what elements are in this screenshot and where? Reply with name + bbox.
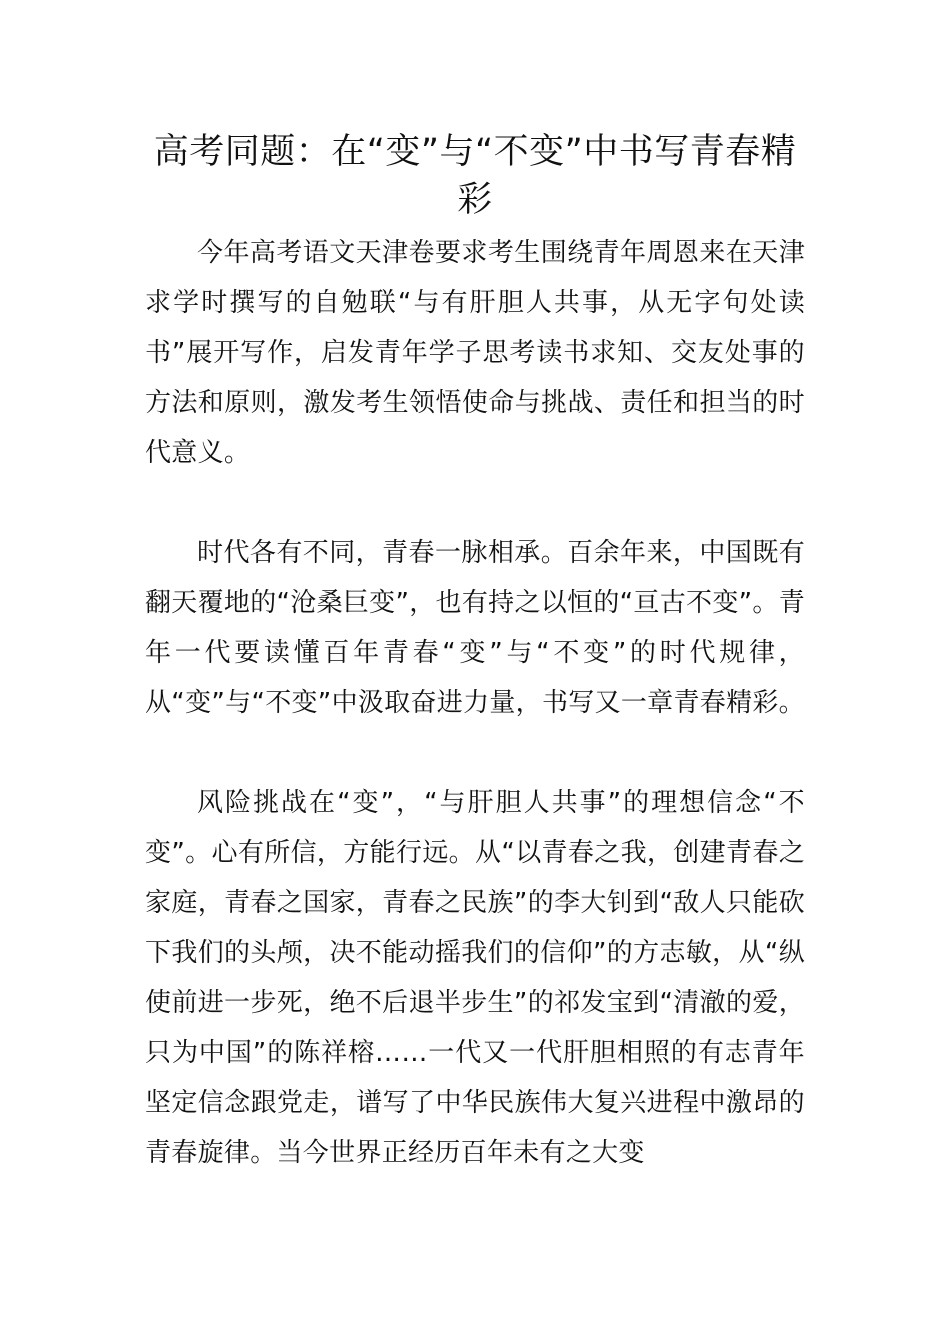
document-title: 高考同题：在“变”与“不变”中书写青春精彩 bbox=[153, 132, 797, 220]
paragraph-2: 时代各有不同，青春一脉相承。百余年来，中国既有翻天覆地的“沧桑巨变”，也有持之以恒的“亘古不变”。青年一代要读懂百年青春“变”与“不变”的时代规律，从“变”与“不变”中汲取奋进力量，书写又一章青春精彩。 bbox=[145, 538, 805, 718]
paragraph-1: 今年高考语文天津卷要求考生围绕青年周恩来在天津求学时撰写的自勉联“与有肝胆人共事，从无字句处读书”展开写作，启发青年学子思考读书求知、交友处事的方法和原则，激发考生领悟使命与挑战、责任和担当的时代意义。 bbox=[145, 238, 805, 468]
document-body bbox=[145, 228, 805, 1228]
paragraph-3: 风险挑战在“变”，“与肝胆人共事”的理想信念“不变”。心有所信，方能行远。从“以青春之我，创建青春之家庭，青春之国家，青春之民族”的李大钊到“敌人只能砍下我们的头颅，决不能动摇我们的信仰”的方志敏，从“纵使前进一步死，绝不后退半步生”的祁发宝到“清澈的爱，只为中国”的陈祥榕……一代又一代肝胆相照的有志青年坚定信念跟党走，谱写了中华民族伟大复兴进程中激昂的青春旋律。当今世界正经历百年未有之大变 bbox=[145, 788, 805, 1168]
